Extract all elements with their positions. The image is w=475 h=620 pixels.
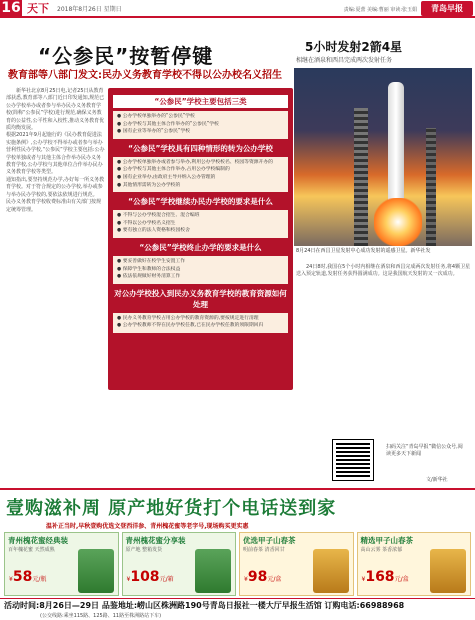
panel-item: ● 其他情形需转为公办学校的 xyxy=(117,182,181,188)
product-spec: 百年槐花蜜 天然成熟 xyxy=(8,547,55,553)
price-unit: 元/瓶 xyxy=(32,576,47,583)
honey-jar-icon xyxy=(78,549,114,593)
price-unit: 元/盒 xyxy=(267,576,282,583)
price-unit: 元/盒 xyxy=(394,576,409,583)
panel-item: ● 公办学校教师不得在民办学校任教,已在民办学校任教的须限期回归 xyxy=(117,323,264,329)
panel-item: ● 保障学生和教师的合法权益 xyxy=(117,266,181,272)
panel-title-1: “公参民”学校主要包括三类 xyxy=(113,95,288,108)
panel-item: ● 依法依规做好财务清算工作 xyxy=(117,274,181,280)
price-unit: 元/箱 xyxy=(159,576,174,583)
newspaper-logo: 青岛早报 xyxy=(421,1,473,16)
product-name: 青州槐花蜜分享装 xyxy=(125,536,186,545)
panel-box-5 xyxy=(113,313,288,333)
photo-subhead: 相继在酒泉和西昌完成两次发射任务 xyxy=(296,57,393,64)
article-headline: “公参民”按暂停键 xyxy=(38,44,214,68)
product-spec: 原产地 整箱发货 xyxy=(125,547,163,553)
product-card[interactable] xyxy=(239,532,354,596)
rocket-launch-photo xyxy=(294,68,472,246)
panel-title-4: “公参民”学校终止办学的要求是什么 xyxy=(139,242,262,252)
price-value: 108 xyxy=(130,569,160,585)
photo-caption: 8月24日在西昌卫星发射中心成功发射的遥感卫星。新华社发 xyxy=(296,248,431,254)
product-price: ¥108元/箱 xyxy=(126,569,174,585)
panel-item: ● 要妥善做好在校学生安置工作 xyxy=(117,258,186,264)
panel-item: ● 国有企业等举办的“公参民”学校 xyxy=(117,129,191,135)
panel-item: ● 公办学校与其他主体合作举办,占用公办学校编制的 xyxy=(117,167,230,173)
panel-item: ● 不得以公办学校名义招生 xyxy=(117,220,176,226)
product-card[interactable] xyxy=(357,532,472,596)
ad-footer xyxy=(0,598,475,620)
section-name: 天下 xyxy=(27,2,49,15)
product-spec: 高山云雾 茶香浓郁 xyxy=(360,547,403,553)
price-value: 58 xyxy=(12,569,33,585)
bus-info: (公交线路:乘坐115路、125路、11路至株洲路站下车) xyxy=(40,613,162,619)
qr-code-icon[interactable] xyxy=(333,440,373,480)
rocket xyxy=(388,82,404,202)
source-note: 文/新华社 xyxy=(426,477,448,483)
panel-item: ● 不得与公办学校混合招生、混合编班 xyxy=(117,213,200,219)
panel-item: ● 民办义务教育学校占用公办学校的教育资源的,要按规定进行清理 xyxy=(117,315,259,321)
qr-caption: 扫码关注“青岛早报”微信公众号,阅读更多天下新闻 xyxy=(386,444,463,457)
product-price: ¥98元/盒 xyxy=(244,569,282,585)
event-info: 活动时间:8月26日—29日 品鉴地址:崂山区株洲路190号青岛日报社一楼大厅早报生活馆 订购电话:66988968 xyxy=(4,601,405,610)
infographic-panel xyxy=(108,88,293,390)
product-card[interactable] xyxy=(122,532,237,596)
product-price: ¥58元/瓶 xyxy=(9,569,47,585)
panel-item: ● 公办学校与其他主体合作举办的“公参民”学校 xyxy=(117,121,219,127)
panel-box-1 xyxy=(113,111,288,139)
panel-title-5: 对公办学校投入到民办义务教育学校的教育资源如何处理 xyxy=(114,288,287,309)
price-value: 98 xyxy=(247,569,268,585)
product-name: 优选甲子山春茶 xyxy=(243,536,296,545)
honey-box-icon xyxy=(195,549,231,593)
product-list xyxy=(4,532,471,596)
panel-title-3: “公参民”学校继续办民办学校的要求是什么 xyxy=(128,197,273,207)
section-divider xyxy=(0,488,475,490)
product-name: 精选甲子山春茶 xyxy=(360,536,413,545)
tea-box-icon xyxy=(313,549,349,593)
photo-headline: 5小时发射2箭4星 xyxy=(305,40,403,54)
article-body: 新华社北京8月25日电,记者25日从教育部获悉,教育部等八部门近日印发通知,规范已公办学校举办或者参与举办民办义务教育学校(简称“公参民”学校)进行规范,确保义务教育的公益性,公平性和入校性,推动义务教育优质均衡发展。 根据2021年9月起施行的《民办教育促进法实施条例》,公办学校不得举办或者参与举办营利性民办学校,“公参民”学校主要包括:公办学校单独或者与其他主体合作举办民办义务教育学校,公办学校与其他单位合作举办民办义务教育学校等类型。 通知指出,要坚持规范办学,办好每一所义务教育学校。对于符合规定的公办学校,举办或参与举办民办学校的,要依法依规进行规范。 民办义务教育学校收费标准由有关部门按规定统筹管理。 xyxy=(6,88,105,213)
ad-title: 壹购滋补周 原产地好货打个电话送到家 xyxy=(6,498,337,519)
launch-tower xyxy=(426,128,436,246)
article-subhead: 教育部等八部门发文:民办义务教育学校不得以公办校名义招生 xyxy=(8,70,282,81)
panel-item: ● 国有企业举办,由政府主导并纳入公办管理的 xyxy=(117,174,216,180)
product-price: ¥168元/盒 xyxy=(361,569,409,585)
photo-article-body: 24日8时,我国在5个小时内相继在酒泉和西昌完成两次发射任务,将4颗卫星送入预定轨道,发射任务获得圆满成功。这是我国航天发射的又一次成功。 xyxy=(296,264,471,278)
panel-box-4 xyxy=(113,256,288,284)
price-value: 168 xyxy=(365,569,395,585)
page-header xyxy=(0,0,475,18)
product-spec: 明前春茶 清香回甘 xyxy=(243,547,285,553)
panel-item: ● 要有独立的法人资格和校园校舍 xyxy=(117,228,190,234)
launch-tower xyxy=(354,108,368,246)
issue-date: 2018年8月26日 星期日 xyxy=(57,5,122,13)
ad-tagline: 温补正当时,早秋壹购优选文登西洋参、青州槐花蜜等老字号,现场购买更实惠 xyxy=(46,523,249,530)
panel-box-2 xyxy=(113,157,288,192)
rocket-flame xyxy=(374,198,422,246)
panel-item: ● 公办学校单独举办或者参与举办,利用公办学校校名、校园等资源开办的 xyxy=(117,159,273,165)
panel-box-3 xyxy=(113,210,288,238)
product-name: 青州槐花蜜经典装 xyxy=(8,536,68,545)
panel-item: ● 公办学校单独举办的“公参民”学校 xyxy=(117,114,195,119)
product-card[interactable] xyxy=(4,532,119,596)
tea-tin-icon xyxy=(430,549,466,593)
panel-title-2: “公参民”学校具有四种情形的转为公办学校 xyxy=(128,143,273,153)
editor-credits: 责编:夏蕾 美编:曹丽 审读:张玉娟 xyxy=(343,7,417,13)
page-number: 16 xyxy=(1,0,21,16)
